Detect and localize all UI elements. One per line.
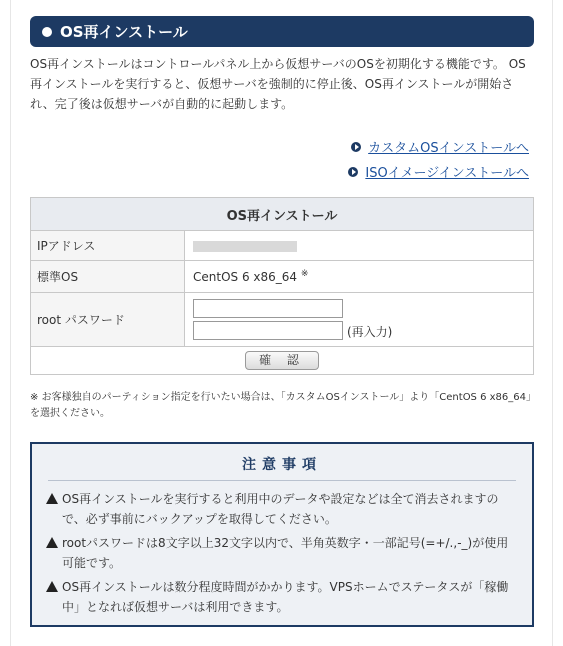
os-value-cell xyxy=(185,261,534,293)
caution-item-text: OS再インストールを実行すると利用中のデータや設定などは全て消去されますので、必ず事前にバックアップを取得してください。 xyxy=(62,492,499,526)
caution-box xyxy=(30,442,534,627)
confirm-cell xyxy=(31,347,534,375)
bullet-icon xyxy=(42,27,52,37)
reinstall-form-table xyxy=(30,197,534,375)
ip-address-redacted xyxy=(193,241,297,252)
caution-item-text: OS再インストールは数分程度時間がかかります。VPSホームでステータスが「稼働中」となれば仮想サーバは利用できます。 xyxy=(62,580,509,614)
os-value: CentOS 6 x86_64 xyxy=(193,270,298,284)
section-title: OS再インストール xyxy=(60,23,188,41)
caution-list xyxy=(32,489,532,617)
link-list xyxy=(348,134,529,184)
root-password-confirm-input[interactable] xyxy=(193,321,343,340)
section-heading xyxy=(30,16,534,47)
os-note-mark: ※ xyxy=(300,269,309,279)
custom-os-link[interactable]: カスタムOSインストールへ xyxy=(368,141,529,156)
warning-icon xyxy=(46,493,58,504)
confirm-button[interactable]: 確 認 xyxy=(245,351,319,370)
note-mark: ※ xyxy=(30,392,39,403)
ip-value xyxy=(185,231,534,261)
intro-text: OS再インストールはコントロールパネル上から仮想サーバのOSを初期化する機能です。 OS再インストールを実行すると、仮想サーバを強制的に停止後、OS再インストールが開始され、完了後は仮想サーバが自動的に起動します。 xyxy=(30,57,526,111)
iso-link-row xyxy=(348,159,529,184)
note-text: お客様独自のパーティション指定を行いたい場合は、「カスタムOSインストール」より「CentOS 6 x86_64」を選択ください。 xyxy=(30,392,531,419)
form-title: OS再インストール xyxy=(31,198,534,231)
password-label: root パスワード xyxy=(31,293,185,347)
iso-image-link[interactable]: ISOイメージインストールへ xyxy=(365,166,529,181)
ip-label: IPアドレス xyxy=(31,231,185,261)
caution-item-text: rootパスワードは8文字以上32文字以内で、半角英数字・一部記号(=+/.,-_)が使用可能です。 xyxy=(62,536,509,570)
arrow-right-icon xyxy=(351,142,361,152)
page-border-right xyxy=(552,0,553,646)
password-cell xyxy=(185,293,534,347)
note xyxy=(30,390,534,422)
caution-item xyxy=(46,533,518,573)
page-border-left xyxy=(10,0,11,646)
reenter-label: (再入力) xyxy=(347,325,393,339)
os-label: 標準OS xyxy=(31,261,185,293)
warning-icon xyxy=(46,537,58,548)
custom-os-link-row xyxy=(348,134,529,159)
caution-item xyxy=(46,489,518,529)
root-password-input[interactable] xyxy=(193,299,343,318)
caution-item xyxy=(46,577,518,617)
warning-icon xyxy=(46,581,58,592)
arrow-right-icon xyxy=(348,167,358,177)
caution-title: 注意事項 xyxy=(48,454,516,481)
